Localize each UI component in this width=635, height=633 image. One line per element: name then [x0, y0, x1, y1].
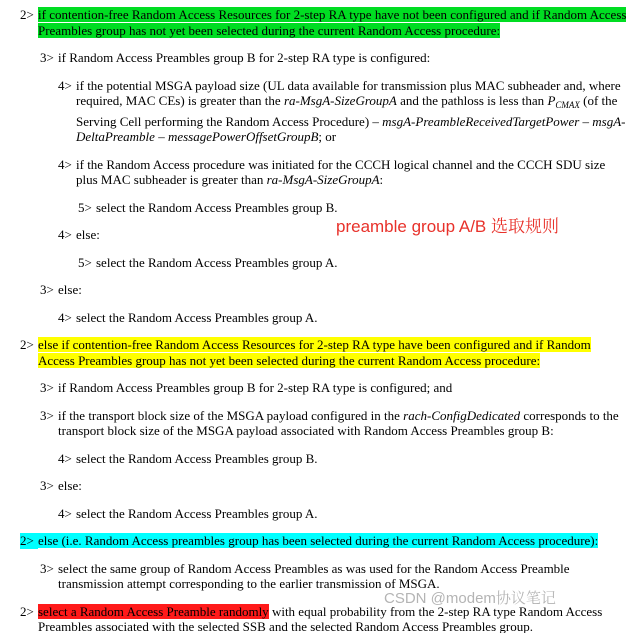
spec-paragraph [0, 227, 627, 243]
text-segment: messagePowerOffsetGroupB [167, 129, 319, 144]
spec-paragraph [0, 561, 627, 592]
list-level-label: 3> [40, 560, 54, 576]
text-segment: ra-MsgA-SizeGroupA [266, 172, 380, 187]
spec-paragraph [0, 604, 627, 633]
text-segment: else: [58, 282, 82, 297]
text-segment: else (i.e. Random Access preambles group has been selected during the current Random Access procedure): [38, 533, 599, 548]
text-segment: if the Random Access procedure was initiated for the CCCH logical channel and the CCCH SDU size plus MAC subheader is greater than [76, 156, 606, 187]
list-level-label: 4> [58, 450, 72, 466]
spec-paragraph [0, 451, 627, 467]
spec-paragraph [0, 380, 627, 396]
text-segment: if Random Access Preambles group B for 2-step RA type is configured: [58, 50, 431, 65]
text-segment: corresponds to the transport block size of the MSGA payload associated with Random Access Preambles group B: [58, 407, 619, 438]
list-level-label: 3> [40, 380, 54, 395]
text-segment: ra-MsgA-SizeGroupA [283, 93, 397, 108]
text-segment: msgA-PreambleReceivedTargetPower [382, 113, 580, 129]
list-level-label: 2> [20, 533, 38, 549]
text-segment: if the potential MSGA payload size (UL data available for transmission plus MAC subheader and, where required, MAC CEs) is greater than the [76, 77, 621, 108]
text-segment: P [547, 93, 556, 108]
list-level-label: 3> [40, 282, 54, 297]
text-segment: and the pathloss is less than [396, 93, 548, 108]
list-level-label: 5> [78, 254, 92, 270]
list-level-label: 3> [40, 478, 54, 493]
text-segment: else: [76, 227, 100, 242]
list-level-label: 2> [20, 337, 34, 352]
handwritten-annotation: preamble group A/B 选取规则 [336, 217, 559, 236]
text-segment: : [379, 172, 384, 187]
text-segment: with equal probability from the 2-step RA type Random Access Preambles associated with the selected SSB and the selected Random Access Preambles group. [38, 603, 603, 633]
spec-paragraph [0, 478, 627, 494]
text-segment: rach-ConfigDedicated [403, 407, 521, 423]
list-level-label: 4> [58, 227, 72, 242]
text-segment: select the Random Access Preambles group A. [76, 309, 318, 325]
spec-paragraph [0, 200, 627, 216]
text-segment: msgA-DeltaPreamble [76, 113, 626, 144]
spec-paragraph [0, 7, 627, 38]
list-level-label: 2> [20, 7, 34, 22]
list-level-label: 4> [58, 156, 72, 172]
text-segment: ; or [318, 129, 337, 144]
text-segment: select the Random Access Preambles group A. [76, 505, 318, 521]
list-level-label: 4> [58, 77, 72, 93]
text-segment: if contention-free Random Access Resources for 2-step RA type have not been configured and if Random Access Preambles group has not yet been selected during the current Random Access procedure: [38, 7, 627, 38]
spec-paragraph [0, 337, 627, 368]
text-segment: – [579, 113, 593, 129]
text-segment: else if contention-free Random Access Resources for 2-step RA type have been configured and if Random Access Preambles group has not yet been selected during the current Random Access procedure: [38, 337, 591, 368]
spec-paragraph [0, 533, 627, 549]
text-segment: select the Random Access Preambles group B. [96, 199, 338, 215]
text-segment: select the same group of Random Access Preambles as was used for the Random Access Preamble transmission attempt corresponding to the earlier transmission of MSGA. [58, 560, 570, 591]
spec-paragraph [0, 506, 627, 522]
text-segment: select the Random Access Preambles group A. [96, 254, 338, 270]
text-segment: if Random Access Preambles group B for 2-step RA type is configured; and [58, 380, 453, 395]
text-segment: – [154, 129, 168, 144]
text-segment: select the Random Access Preambles group B. [76, 450, 318, 466]
spec-paragraph [0, 408, 627, 439]
list-level-label: 2> [20, 603, 34, 619]
spec-paragraph [0, 78, 627, 145]
spec-paragraph [0, 50, 627, 66]
text-segment: (of the Serving Cell performing the Random Access Procedure) – [76, 93, 618, 129]
list-level-label: 4> [58, 309, 72, 325]
spec-paragraph [0, 282, 627, 298]
list-level-label: 3> [40, 407, 54, 423]
paragraph-list [0, 7, 627, 633]
text-segment: select a Random Access Preamble randomly [38, 603, 269, 619]
spec-paragraph [0, 310, 627, 326]
list-level-label: 4> [58, 505, 72, 521]
watermark: CSDN @modem协议笔记 [384, 590, 556, 607]
list-level-label: 3> [40, 50, 54, 65]
spec-paragraph [0, 157, 627, 188]
text-segment: else: [58, 478, 82, 493]
spec-paragraph [0, 255, 627, 271]
list-level-label: 5> [78, 199, 92, 215]
text-segment: CMAX [555, 100, 580, 110]
text-segment: if the transport block size of the MSGA payload configured in the [58, 407, 404, 423]
